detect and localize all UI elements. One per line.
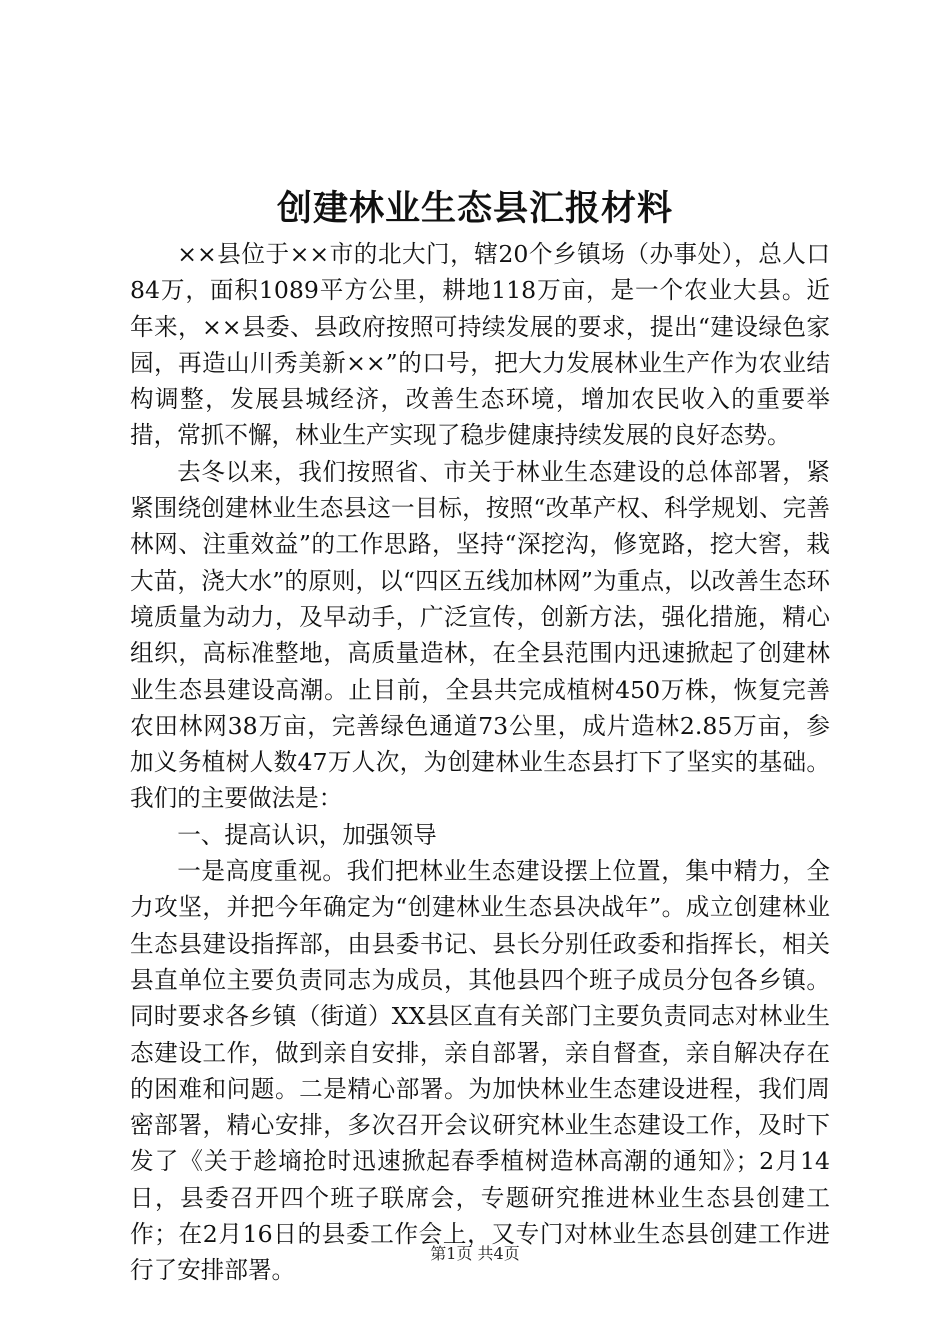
- page-number-footer: 第1页 共4页: [430, 1244, 520, 1263]
- paragraph-progress: 去冬以来，我们按照省、市关于林业生态建设的总体部署，紧紧围绕创建林业生态县这一目标，按照“改革产权、科学规划、完善林网、注重效益”的工作思路，坚持“深挖沟，修宽路，挖大窖，栽大苗，浇大水”的原则，以“四区五线加林网”为重点，以改善生态环境质量为动力，及早动手，广泛宣传，创新方法，强化措施，精心组织，高标准整地，高质量造林，在全县范围内迅速掀起了创建林业生态县建设高潮。止目前，全县共完成植树450万株，恢复完善农田林网38万亩，完善绿色通道73公里，成片造林2.85万亩，参加义务植树人数47万人次，为创建林业生态县打下了坚实的基础。我们的主要做法是：: [130, 457, 830, 813]
- document-body: [130, 236, 830, 1289]
- paragraph-leadership: 一是高度重视。我们把林业生态建设摆上位置，集中精力，全力攻坚，并把今年确定为“创建林业生态县决战年”。成立创建林业生态县建设指挥部，由县委书记、县长分别任政委和指挥长，相关县直单位主要负责同志为成员，其他县四个班子成员分包各乡镇。同时要求各乡镇（街道）XX县区直有关部门主要负责同志对林业生态建设工作，做到亲自安排，亲自部署，亲自督查，亲自解决存在的困难和问题。二是精心部署。为加快林业生态建设进程，我们周密部署，精心安排，多次召开会议研究林业生态建设工作，及时下发了《关于趁墒抢时迅速掀起春季植树造林高潮的通知》；2月14日，县委召开四个班子联席会，专题研究推进林业生态县创建工作；在2月16日的县委工作会上，又专门对林业生态县创建工作进行了安排部署。: [130, 857, 830, 1285]
- document-title: 创建林业生态县汇报材料: [276, 188, 673, 229]
- section-heading-1: 一、提高认识，加强领导: [177, 820, 437, 849]
- paragraph-intro: ××县位于××市的北大门，辖20个乡镇场（办事处），总人口84万，面积1089平方公里，耕地118万亩，是一个农业大县。近年来，××县委、县政府按照可持续发展的要求，提出“建设绿色家园，再造山川秀美新××”的口号，把大力发展林业生产作为农业结构调整，发展县城经济，改善生态环境，增加农民收入的重要举措，常抓不懈，林业生产实现了稳步健康持续发展的良好态势。: [130, 240, 830, 450]
